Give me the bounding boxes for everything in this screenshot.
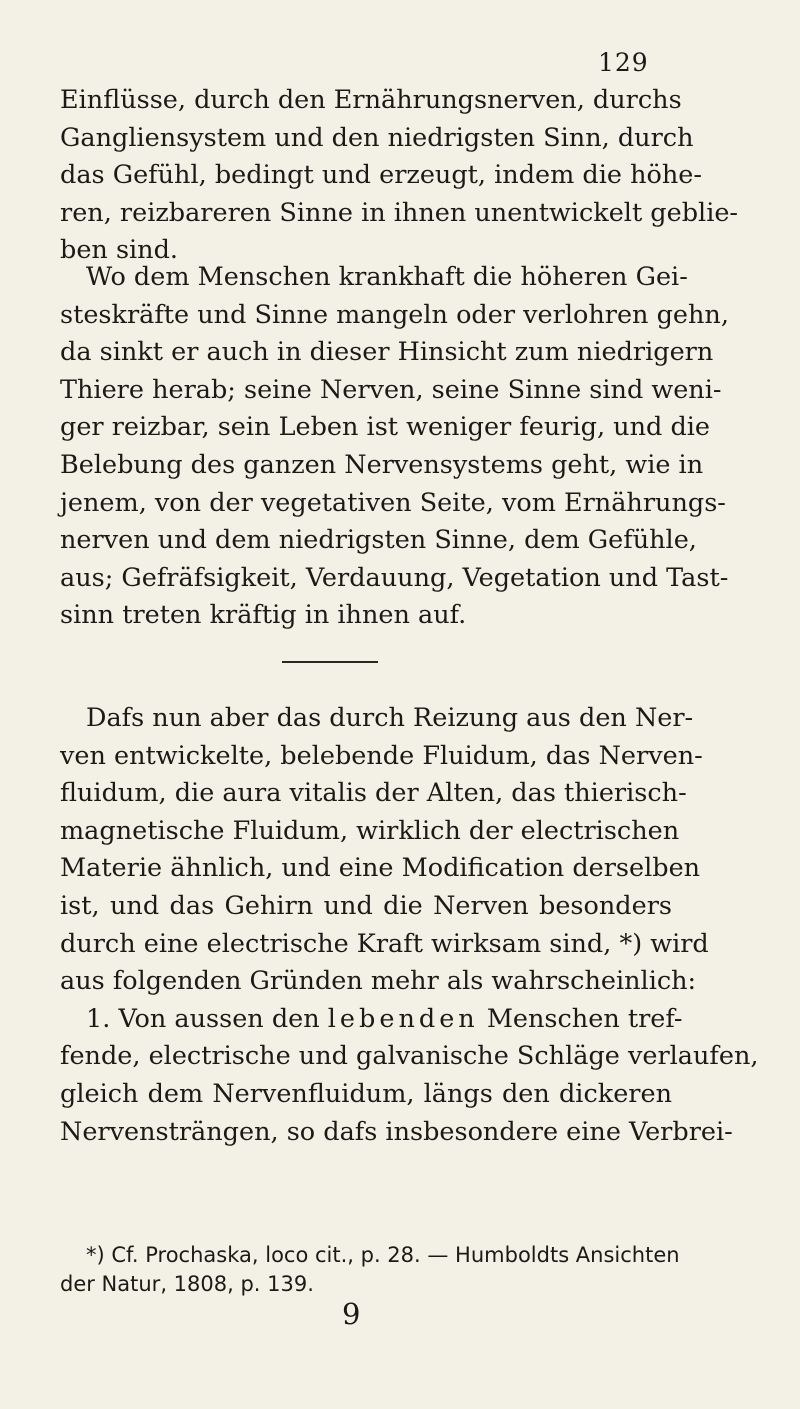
section-divider (282, 661, 378, 663)
paragraph-3 (60, 700, 759, 1151)
text-line: jenem, von der vegetativen Seite, vom Ernährungs- (60, 487, 726, 518)
text-line: Materie ähnlich, und eine Modification derselben (60, 853, 701, 884)
text-line: Dafs nun aber das durch Reizung aus den Ner- (86, 703, 694, 733)
footnote (60, 1241, 680, 1299)
text-line: Belebung des ganzen Nervensystems geht, wie in (60, 449, 704, 480)
text-line: fende, electrische und galvanische Schläge verlaufen, (60, 1041, 759, 1072)
text-line: ven entwickelte, belebende Fluidum, das Nerven- (60, 740, 703, 771)
text-line: aus; Gefräfsigkeit, Verdauung, Vegetation und Tast- (60, 562, 729, 593)
item-number: 1. (86, 1003, 111, 1034)
text-line: fluidum, die aura vitalis der Alten, das thierisch- (60, 778, 687, 809)
text-line: aus folgenden Gründen mehr als wahrscheinlich: (60, 966, 697, 997)
text-line: Wo dem Menschen krankhaft die höheren Gei- (86, 262, 688, 292)
signature-mark: 9 (342, 1297, 361, 1331)
text-line: ist, und das Gehirn und die Nerven besonders (60, 890, 672, 921)
text-line: sinn treten kräftig in ihnen auf. (60, 600, 467, 631)
text-line: ren, reizbareren Sinne in ihnen unentwickelt geblie- (60, 197, 739, 228)
text-line: Nervensträngen, so dafs insbesondere eine Verbrei- (60, 1116, 733, 1147)
text-line: gleich dem Nervenfluidum, längs den dickeren (60, 1078, 672, 1109)
text-line: Einflüsse, durch den Ernährungsnerven, durchs (60, 85, 682, 115)
spaced-word: lebenden (327, 1003, 479, 1034)
text-line: Gangliensystem und den niedrigsten Sinn, durch (60, 122, 694, 153)
footnote-line: *) Cf. Prochaska, loco cit., p. 28. — Humboldts Ansichten (86, 1243, 680, 1267)
item-text: Von aussen den (118, 1003, 320, 1034)
text-line: durch eine electrische Kraft wirksam sind, *) wird (60, 928, 709, 959)
item-text: Menschen tref- (486, 1003, 683, 1034)
text-line: magnetische Fluidum, wirklich der electrischen (60, 815, 680, 846)
paragraph-1 (60, 82, 739, 270)
text-line: Thiere herab; seine Nerven, seine Sinne sind weni- (60, 374, 722, 405)
paragraph-2 (60, 259, 729, 635)
footnote-line: der Natur, 1808, p. 139. (60, 1272, 314, 1296)
text-line: da sinkt er auch in dieser Hinsicht zum niedrigern (60, 337, 714, 368)
text-line: ben sind. (60, 235, 179, 266)
numbered-item-first-line (60, 1001, 683, 1039)
text-line: nerven und dem niedrigsten Sinne, dem Gefühle, (60, 525, 697, 556)
page-number: 129 (598, 48, 649, 77)
text-line: steskräfte und Sinne mangeln oder verlohren gehn, (60, 299, 729, 330)
text-line: ger reizbar, sein Leben ist weniger feurig, und die (60, 412, 711, 443)
text-line: das Gefühl, bedingt und erzeugt, indem die höhe- (60, 160, 702, 191)
